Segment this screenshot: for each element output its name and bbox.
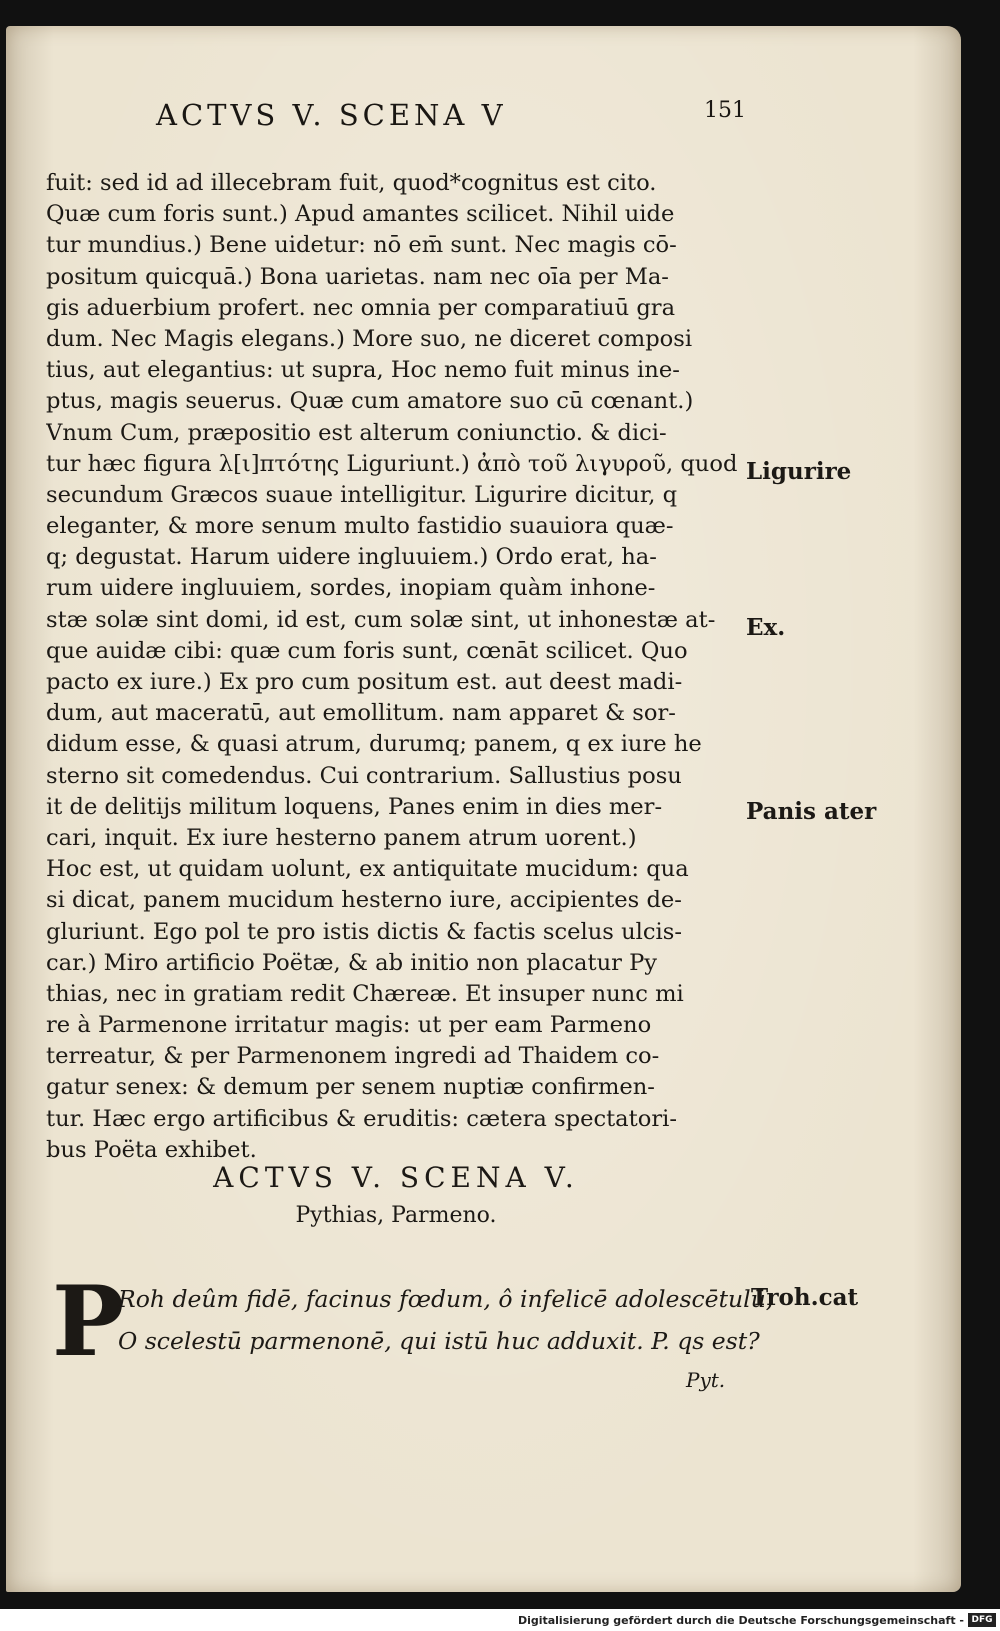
text-line: tius, aut elegantius: ut supra, Hoc nemo fuit minus ine- [46,357,680,384]
marginal-note-ligurire: Ligurire [746,458,852,485]
text-line: tur mundius.) Bene uidetur: nō em̄ sunt. Nec magis cō- [46,232,677,259]
scene-heading: ACTVS V. SCENA V. [213,1161,579,1194]
text-line: rum uidere ingluuiem, sordes, inopiam quàm inhone- [46,575,656,602]
text-line: Quæ cum foris sunt.) Apud amantes scilicet. Nihil uide [46,201,675,228]
text-line: q; degustat. Harum uidere ingluuiem.) Ordo erat, ha- [46,544,657,571]
text-line: tur hæc figura λ[ι]πτότης Liguriunt.) ἀπὸ τοῦ λιγυροῦ, quod [46,450,738,477]
text-line: que auidæ cibi: quæ cum foris sunt, cœnāt scilicet. Quo [46,637,688,664]
text-line: Vnum Cum, præpositio est alterum coniunctio. & dici- [46,419,667,446]
running-header [156,98,746,142]
text-line: positum quicquā.) Bona uarietas. nam nec oīa per Ma- [46,263,669,290]
text-line: stæ solæ sint domi, id est, cum solæ sint, ut inhonestæ at- [46,606,716,633]
text-line: terreatur, & per Parmenonem ingredi ad Thaidem co- [46,1043,660,1070]
text-line: eleganter, & more senum multo fastidio suauiora quæ- [46,513,674,540]
commentary-text [46,168,746,1166]
text-line: thias, nec in gratiam redit Chæreæ. Et insuper nunc mi [46,980,684,1007]
footer-bar [0,1609,1000,1631]
text-line: si dicat, panem mucidum hesterno iure, accipientes de- [46,887,682,914]
marginal-note-troh: Troh.cat [751,1284,859,1311]
text-line: pacto ex iure.) Ex pro cum positum est. aut deest madi- [46,669,683,695]
verse-line: O scelestū parmenonē, qui istū huc adduxit. P. qs est? [118,1327,760,1355]
text-line: dum. Nec Magis elegans.) More suo, ne diceret composi [46,325,693,352]
text-line: re à Parmenone irritatur magis: ut per eam Parmeno [46,1012,652,1039]
folio-number: 151 [704,98,746,123]
marginal-note-ex: Ex. [746,614,786,641]
text-line: gis aduerbium profert. nec omnia per comparatiuū gra [46,294,676,321]
text-line: car.) Miro artificio Poëtæ, & ab initio non placatur Py [46,949,658,976]
text-line: Hoc est, ut quidam uolunt, ex antiquitate mucidum: qua [46,856,689,883]
text-line: it de delitijs militum loquens, Panes enim in dies mer- [46,793,663,820]
text-line: dum, aut maceratū, aut emollitum. nam apparet & sor- [46,700,676,727]
running-title: ACTVS V. SCENA V [156,98,507,132]
dfg-logo: DFG [968,1613,996,1627]
text-line: cari, inquit. Ex iure hesterno panem atrum uorent.) [46,824,637,851]
text-line: didum esse, & quasi atrum, durumq; panem, q ex iure he [46,731,702,758]
text-line: fuit: sed id ad illecebram fuit, quod*cognitus est cito. [46,170,657,196]
text-line: secundum Græcos suaue intelligitur. Ligurire dicitur, q [46,481,678,508]
text-line: gatur senex: & demum per senem nuptiæ confirmen- [46,1074,655,1101]
verse-line: Roh deûm fidē, facinus fœdum, ô infelicē adolescētulū, [118,1285,774,1313]
text-line: ptus, magis seuerus. Quæ cum amatore suo cū cœnant.) [46,388,694,415]
marginal-note-panis-ater: Panis ater [746,798,877,825]
book-page [6,26,961,1592]
text-line: sterno sit comedendus. Cui contrarium. Sallustius posu [46,762,682,789]
text-line: gluriunt. Ego pol te pro istis dictis & factis scelus ulcis- [46,918,682,945]
catchword: Pyt. [686,1368,726,1392]
verse-text [118,1278,774,1362]
text-line: tur. Hæc ergo artificibus & eruditis: cætera spectatori- [46,1105,677,1132]
funding-credit: Digitalisierung gefördert durch die Deutsche Forschungsgemeinschaft - [517,1614,964,1627]
text-line: bus Poëta exhibet. [46,1136,257,1163]
drop-cap: P [52,1265,125,1378]
scene-speakers: Pythias, Parmeno. [295,1203,497,1228]
